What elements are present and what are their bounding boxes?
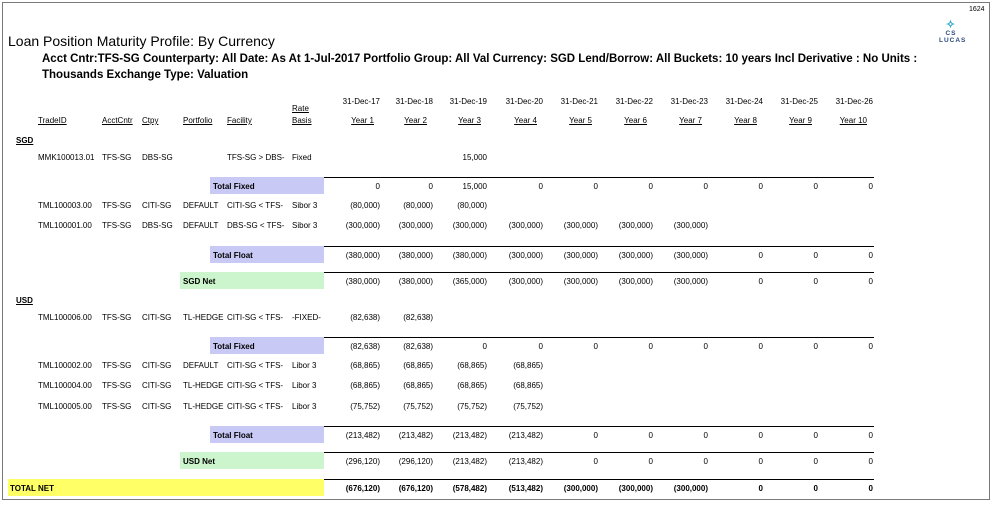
value-cell: 0 bbox=[813, 277, 818, 286]
trade-id: TML100003.00 bbox=[38, 201, 92, 210]
value-cell: 0 bbox=[648, 431, 653, 440]
value-cell: (380,000) bbox=[345, 251, 380, 260]
total-net-label: TOTAL NET bbox=[10, 484, 54, 493]
value-cell: (68,865) bbox=[457, 381, 487, 390]
value-cell: (300,000) bbox=[618, 251, 653, 260]
value-cell: 0 bbox=[758, 277, 763, 286]
sgd-total-float-rule bbox=[324, 246, 874, 247]
col-header-basis: Basis bbox=[292, 116, 312, 125]
acct-cntr: TFS-SG bbox=[102, 221, 132, 230]
value-cell: 0 bbox=[758, 457, 763, 466]
value-cell: (380,000) bbox=[398, 251, 433, 260]
portfolio: TL-HEDGE bbox=[183, 381, 224, 390]
trade-id: TML100002.00 bbox=[38, 361, 92, 370]
value-cell: (296,120) bbox=[345, 457, 380, 466]
value-cell: 0 bbox=[703, 182, 708, 191]
value-cell: (68,865) bbox=[457, 361, 487, 370]
facility: CITI-SG < TFS- bbox=[227, 402, 284, 411]
value-cell: 0 bbox=[758, 484, 763, 493]
col-header-facility: Facility bbox=[227, 116, 252, 125]
value-cell: 0 bbox=[813, 457, 818, 466]
date-header: 31-Dec-17 bbox=[342, 97, 380, 106]
col-header-acctcntr: AcctCntr bbox=[102, 116, 133, 125]
ctpy: DBS-SG bbox=[142, 221, 173, 230]
value-cell: (300,000) bbox=[508, 277, 543, 286]
sgd-total-float-label: Total Float bbox=[213, 251, 253, 260]
value-cell: (300,000) bbox=[673, 277, 708, 286]
value-cell: (68,865) bbox=[513, 361, 543, 370]
facility: DBS-SG < TFS- bbox=[227, 221, 285, 230]
usd-total-float-label: Total Float bbox=[213, 431, 253, 440]
value-cell: (300,000) bbox=[508, 221, 543, 230]
value-cell: (80,000) bbox=[350, 201, 380, 210]
trade-id: TML100004.00 bbox=[38, 381, 92, 390]
value-cell: (80,000) bbox=[457, 201, 487, 210]
value-cell: (300,000) bbox=[618, 484, 653, 493]
year-header: Year 2 bbox=[404, 116, 427, 125]
year-header: Year 10 bbox=[839, 116, 867, 125]
value-cell: 0 bbox=[813, 251, 818, 260]
ctpy: CITI-SG bbox=[142, 361, 172, 370]
value-cell: (75,752) bbox=[457, 402, 487, 411]
value-cell: (380,000) bbox=[345, 277, 380, 286]
value-cell: (213,482) bbox=[508, 457, 543, 466]
value-cell: (68,865) bbox=[513, 381, 543, 390]
usd-total-fixed-rule bbox=[324, 337, 874, 338]
value-cell: (82,638) bbox=[350, 342, 380, 351]
value-cell: 0 bbox=[593, 342, 598, 351]
value-cell: (213,482) bbox=[508, 431, 543, 440]
value-cell: 0 bbox=[813, 431, 818, 440]
value-cell: (213,482) bbox=[345, 431, 380, 440]
value-cell: 0 bbox=[482, 342, 487, 351]
trade-id: TML100006.00 bbox=[38, 313, 92, 322]
acct-cntr: TFS-SG bbox=[102, 402, 132, 411]
value-cell: (213,482) bbox=[398, 431, 433, 440]
total-net-band bbox=[8, 479, 324, 496]
value-cell: 0 bbox=[538, 182, 543, 191]
value-cell: (578,482) bbox=[452, 484, 487, 493]
logo-text: CS LUCAS bbox=[939, 30, 967, 44]
value-cell: (68,865) bbox=[403, 381, 433, 390]
value-cell: 0 bbox=[703, 457, 708, 466]
value-cell: 0 bbox=[868, 484, 873, 493]
value-cell: (300,000) bbox=[452, 221, 487, 230]
value-cell: (68,865) bbox=[350, 381, 380, 390]
year-header: Year 4 bbox=[514, 116, 537, 125]
value-cell: (75,752) bbox=[350, 402, 380, 411]
usd-total-float-rule bbox=[324, 426, 874, 427]
value-cell: (213,482) bbox=[452, 457, 487, 466]
portfolio: TL-HEDGE bbox=[183, 402, 224, 411]
value-cell: (300,000) bbox=[563, 251, 598, 260]
acct-cntr: TFS-SG bbox=[102, 313, 132, 322]
trade-id: TML100001.00 bbox=[38, 221, 92, 230]
page-number: 1624 bbox=[969, 6, 985, 13]
rate-basis: Libor 3 bbox=[292, 381, 317, 390]
value-cell: (82,638) bbox=[403, 342, 433, 351]
facility: CITI-SG < TFS- bbox=[227, 313, 284, 322]
value-cell: 0 bbox=[593, 431, 598, 440]
rate-basis: -FIXED- bbox=[292, 313, 321, 322]
value-cell: 15,000 bbox=[462, 153, 487, 162]
portfolio: TL-HEDGE bbox=[183, 313, 224, 322]
year-header: Year 1 bbox=[351, 116, 374, 125]
acct-cntr: TFS-SG bbox=[102, 361, 132, 370]
acct-cntr: TFS-SG bbox=[102, 153, 132, 162]
rate-basis: Sibor 3 bbox=[292, 201, 318, 210]
value-cell: 0 bbox=[868, 457, 873, 466]
value-cell: (300,000) bbox=[618, 277, 653, 286]
value-cell: 0 bbox=[758, 431, 763, 440]
ctpy: CITI-SG bbox=[142, 313, 172, 322]
sgd-net-label: SGD Net bbox=[183, 277, 216, 286]
date-header: 31-Dec-24 bbox=[725, 97, 763, 106]
logo-mark-icon: ✧ bbox=[945, 19, 957, 31]
date-header: 31-Dec-23 bbox=[670, 97, 708, 106]
value-cell: 0 bbox=[758, 251, 763, 260]
report-subtitle-line2: Thousands Exchange Type: Valuation bbox=[42, 69, 249, 81]
ctpy: DBS-SG bbox=[142, 153, 173, 162]
value-cell: 0 bbox=[428, 182, 433, 191]
value-cell: 0 bbox=[868, 431, 873, 440]
value-cell: (296,120) bbox=[398, 457, 433, 466]
value-cell: 0 bbox=[813, 342, 818, 351]
year-header: Year 3 bbox=[458, 116, 481, 125]
year-header: Year 5 bbox=[569, 116, 592, 125]
date-header: 31-Dec-20 bbox=[505, 97, 543, 106]
value-cell: (300,000) bbox=[563, 277, 598, 286]
usd-net-label: USD Net bbox=[183, 457, 216, 466]
year-header: Year 9 bbox=[789, 116, 812, 125]
date-header: 31-Dec-18 bbox=[395, 97, 433, 106]
year-header: Year 6 bbox=[624, 116, 647, 125]
value-cell: 0 bbox=[593, 182, 598, 191]
value-cell: 0 bbox=[648, 182, 653, 191]
value-cell: 0 bbox=[868, 251, 873, 260]
value-cell: (300,000) bbox=[618, 221, 653, 230]
acct-cntr: TFS-SG bbox=[102, 381, 132, 390]
value-cell: (365,000) bbox=[452, 277, 487, 286]
col-header-tradeid: TradeID bbox=[38, 116, 67, 125]
date-header: 31-Dec-25 bbox=[780, 97, 818, 106]
total-net-rule bbox=[324, 479, 874, 480]
col-header-portfolio: Portfolio bbox=[183, 116, 213, 125]
rate-basis: Sibor 3 bbox=[292, 221, 318, 230]
portfolio: DEFAULT bbox=[183, 221, 219, 230]
trade-id: TML100005.00 bbox=[38, 402, 92, 411]
value-cell: (80,000) bbox=[403, 201, 433, 210]
value-cell: 0 bbox=[868, 277, 873, 286]
value-cell: 0 bbox=[538, 342, 543, 351]
rate-basis: Libor 3 bbox=[292, 361, 317, 370]
year-header: Year 7 bbox=[679, 116, 702, 125]
value-cell: 0 bbox=[593, 457, 598, 466]
value-cell: (82,638) bbox=[403, 313, 433, 322]
value-cell: (213,482) bbox=[452, 431, 487, 440]
value-cell: (300,000) bbox=[563, 484, 598, 493]
facility: CITI-SG < TFS- bbox=[227, 361, 284, 370]
value-cell: (380,000) bbox=[452, 251, 487, 260]
report-subtitle-line1: Acct Cntr:TFS-SG Counterparty: All Date: As At 1-Jul-2017 Portfolio Group: All Val Currency: SGD Lend/Borrow: All Buckets: 10 years Incl Derivative : No Units : bbox=[42, 53, 918, 65]
value-cell: (676,120) bbox=[398, 484, 433, 493]
rate-basis: Fixed bbox=[292, 153, 312, 162]
value-cell: 0 bbox=[868, 182, 873, 191]
portfolio: DEFAULT bbox=[183, 201, 219, 210]
col-header-ctpy: Ctpy bbox=[142, 116, 159, 125]
value-cell: 0 bbox=[703, 342, 708, 351]
sgd-total-fixed-rule bbox=[324, 177, 874, 178]
value-cell: (300,000) bbox=[398, 221, 433, 230]
portfolio: DEFAULT bbox=[183, 361, 219, 370]
value-cell: (676,120) bbox=[345, 484, 380, 493]
date-header: 31-Dec-21 bbox=[560, 97, 598, 106]
usd-total-fixed-label: Total Fixed bbox=[213, 342, 255, 351]
value-cell: (300,000) bbox=[508, 251, 543, 260]
col-header-rate: Rate bbox=[292, 104, 309, 113]
facility: TFS-SG > DBS- bbox=[227, 153, 285, 162]
value-cell: 0 bbox=[813, 484, 818, 493]
facility: CITI-SG < TFS- bbox=[227, 201, 284, 210]
value-cell: (68,865) bbox=[403, 361, 433, 370]
value-cell: 0 bbox=[648, 342, 653, 351]
value-cell: 0 bbox=[703, 431, 708, 440]
value-cell: (300,000) bbox=[563, 221, 598, 230]
value-cell: (300,000) bbox=[673, 251, 708, 260]
year-header: Year 8 bbox=[734, 116, 757, 125]
value-cell: (75,752) bbox=[513, 402, 543, 411]
value-cell: (68,865) bbox=[350, 361, 380, 370]
rate-basis: Libor 3 bbox=[292, 402, 317, 411]
value-cell: (300,000) bbox=[673, 221, 708, 230]
sgd-net-rule bbox=[324, 272, 874, 273]
value-cell: (75,752) bbox=[403, 402, 433, 411]
value-cell: 15,000 bbox=[462, 182, 487, 191]
ctpy: CITI-SG bbox=[142, 201, 172, 210]
ctpy: CITI-SG bbox=[142, 381, 172, 390]
facility: CITI-SG < TFS- bbox=[227, 381, 284, 390]
trade-id: MMK100013.01 bbox=[38, 153, 95, 162]
sgd-total-fixed-label: Total Fixed bbox=[213, 182, 255, 191]
company-logo bbox=[936, 20, 966, 44]
value-cell: 0 bbox=[758, 182, 763, 191]
report-title: Loan Position Maturity Profile: By Currency bbox=[8, 33, 275, 49]
value-cell: (300,000) bbox=[673, 484, 708, 493]
acct-cntr: TFS-SG bbox=[102, 201, 132, 210]
usd-net-rule bbox=[324, 452, 874, 453]
value-cell: 0 bbox=[758, 342, 763, 351]
value-cell: (380,000) bbox=[398, 277, 433, 286]
ctpy: CITI-SG bbox=[142, 402, 172, 411]
currency-header-usd: USD bbox=[16, 296, 33, 305]
value-cell: 0 bbox=[375, 182, 380, 191]
value-cell: 0 bbox=[813, 182, 818, 191]
date-header: 31-Dec-19 bbox=[449, 97, 487, 106]
value-cell: 0 bbox=[868, 342, 873, 351]
currency-header-sgd: SGD bbox=[16, 136, 34, 145]
value-cell: (300,000) bbox=[345, 221, 380, 230]
date-header: 31-Dec-22 bbox=[615, 97, 653, 106]
value-cell: 0 bbox=[648, 457, 653, 466]
date-header: 31-Dec-26 bbox=[835, 97, 873, 106]
value-cell: (82,638) bbox=[350, 313, 380, 322]
value-cell: (513,482) bbox=[508, 484, 543, 493]
